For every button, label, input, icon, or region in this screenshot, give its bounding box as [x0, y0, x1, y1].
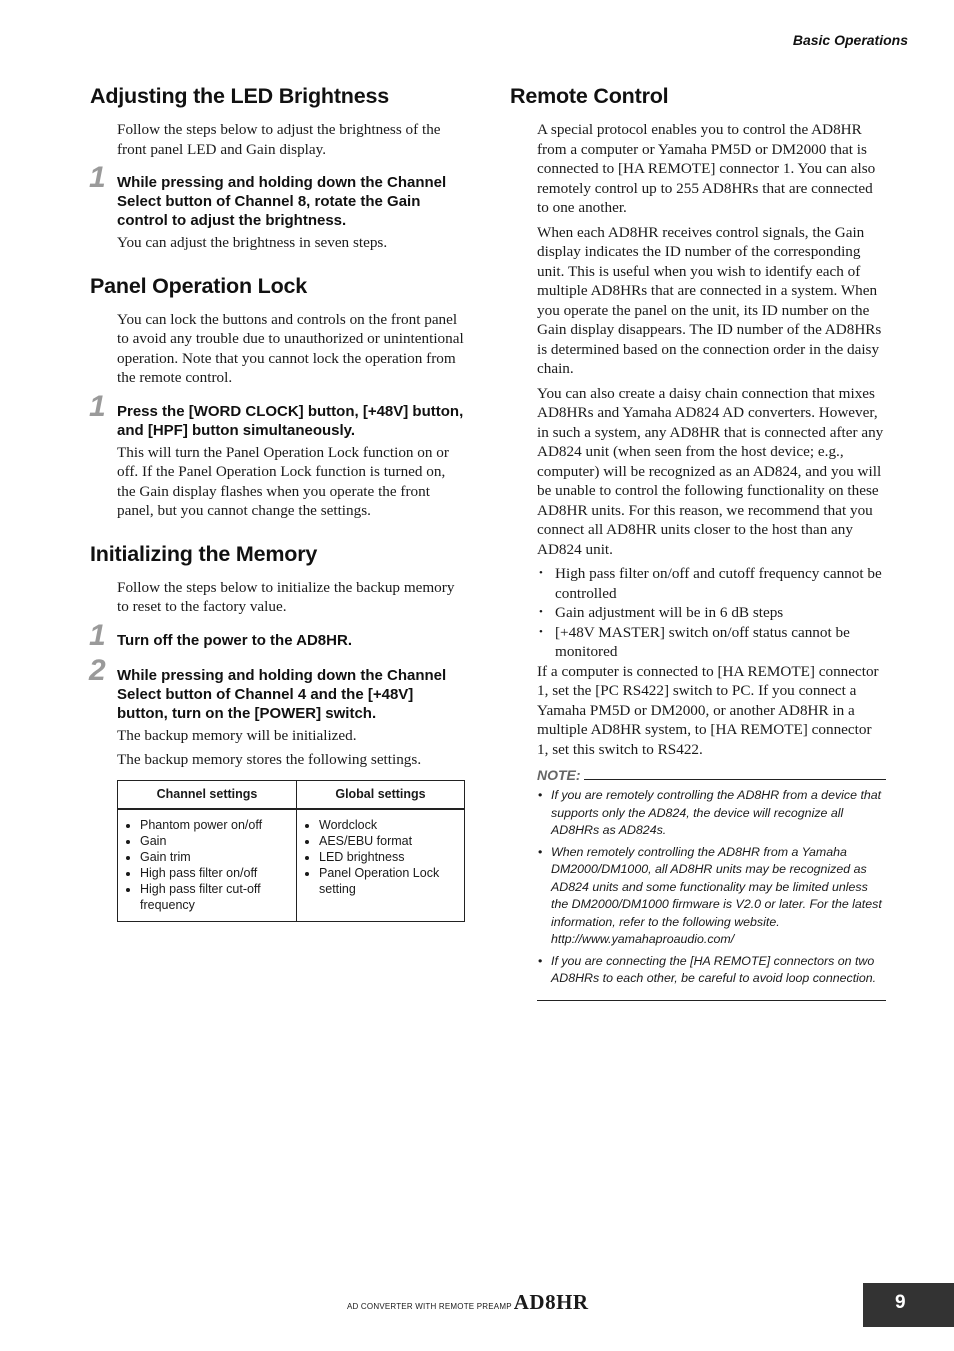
- led-section: [90, 84, 465, 253]
- note-rule: [584, 779, 886, 780]
- lock-body: [117, 310, 465, 388]
- remote-bullet-list: [537, 564, 886, 662]
- list-item: • AES/EBU format: [319, 833, 458, 849]
- remote-paragraph-1: A special protocol enables you to control the AD8HR from a computer or Yamaha PM5D or DM2000 that is connected to [HA REMOTE] connector 1. You can also remotely control up to 255 AD8HRs that are connected to one another.: [537, 121, 876, 216]
- remote-paragraph-3: You can also create a daisy chain connection that mixes AD8HRs and Yamaha AD824 AD converters. However, in such a system, any AD8HR that is connected after any AD824 unit (when seen from the host device; e.g., computer) will be recognized as an AD824, and you will be unable to control the following functionality on these AD8HR units. For this reason, we recommend that you connect all AD8HR units closer to the host than any AD824 unit.: [537, 384, 884, 558]
- led-body: [117, 120, 465, 159]
- left-column: [90, 84, 465, 922]
- remote-body: [537, 120, 886, 759]
- list-item: • Gain: [140, 833, 290, 849]
- product-model: AD8HR: [513, 1290, 589, 1314]
- note-item: • If you are remotely controlling the AD8HR from a device that supports only the AD824, the device will recognize all AD8HRs as AD824s.: [537, 787, 886, 840]
- memory-section: [90, 542, 465, 922]
- lock-heading: Panel Operation Lock: [90, 273, 308, 298]
- footer-product: [347, 1290, 589, 1315]
- list-item: • Phantom power on/off: [140, 817, 290, 833]
- lock-intro: You can lock the buttons and controls on the front panel to avoid any trouble due to unauthorized or unintentional operation. Note that you cannot lock the operation from the remote control.: [117, 310, 464, 386]
- remote-paragraph-4: If a computer is connected to [HA REMOTE] connector 1, set the [PC RS422] switch to PC. If you connect a Yamaha PM5D or DM2000, or another AD8HR in a multiple AD8HR system, to [HA REMOTE] connector 1, set this switch to RS422.: [537, 662, 879, 758]
- step-description-2: The backup memory stores the following settings.: [117, 751, 422, 768]
- list-item: • Gain adjustment will be in 6 dB steps: [537, 603, 886, 623]
- list-item: • Gain trim: [140, 849, 290, 865]
- step-instruction: Press the [WORD CLOCK] button, [+48V] button, and [HPF] button simultaneously.: [117, 402, 464, 439]
- step-instruction: Turn off the power to the AD8HR.: [117, 631, 352, 649]
- memory-step-1: [89, 618, 465, 652]
- memory-body: [117, 578, 465, 617]
- table-header-channel: Channel settings: [118, 780, 297, 809]
- remote-paragraph-2: When each AD8HR receives control signals, the Gain display indicates the ID number of the corresponding unit. This is useful when you wish to identify each of multiple AD8HRs that are connected in a system. When you operate the panel on the unit, its ID number on the Gain display disappears. The ID number of the AD8HRs is determined based on the connection order in the daisy chain.: [537, 223, 882, 377]
- step-instruction: While pressing and holding down the Channel Select button of Channel 8, rotate the Gain control to adjust the brightness.: [117, 174, 447, 229]
- step-number: 1: [89, 389, 106, 423]
- step-description: This will turn the Panel Operation Lock function on or off. If the Panel Operation Lock function is turned on, the Gain display flashes when you operate the front panel, but you cannot change the settings.: [117, 443, 449, 519]
- channel-settings-list: [124, 817, 290, 913]
- memory-intro: Follow the steps below to initialize the backup memory to reset to the factory value.: [117, 578, 455, 615]
- lock-step-1: [89, 389, 465, 521]
- note-item: • If you are connecting the [HA REMOTE] connectors on two AD8HRs to each other, be careful to avoid loop connection.: [537, 953, 886, 988]
- list-item: • Wordclock: [319, 817, 458, 833]
- list-item: • High pass filter on/off and cutoff frequency cannot be controlled: [537, 564, 886, 603]
- list-item: • High pass filter cut-off frequency: [140, 881, 290, 913]
- page-number: 9: [895, 1292, 906, 1313]
- led-intro: Follow the steps below to adjust the brightness of the front panel LED and Gain display.: [117, 121, 441, 158]
- table-row: [118, 809, 465, 922]
- note-label: NOTE:: [537, 767, 581, 783]
- global-settings-list: [303, 817, 458, 897]
- list-item: • Panel Operation Lock setting: [319, 865, 458, 897]
- led-heading: Adjusting the LED Brightness: [90, 84, 389, 108]
- step-instruction: While pressing and holding down the Channel Select button of Channel 4 and the [+48V] button, turn on the [POWER] switch.: [117, 666, 447, 722]
- running-header: Basic Operations: [792, 32, 908, 48]
- step-description: You can adjust the brightness in seven steps.: [117, 234, 388, 251]
- led-step-1: [89, 161, 465, 253]
- note-item: • When remotely controlling the AD8HR from a Yamaha DM2000/DM1000, all AD8HR units may be recognized as AD824 units and some functionality may be limited unless the DM2000/DM1000 firmware is V2.0 or later. For the latest information, refer to the following website. http://www.yamahaproaudio.com/: [537, 844, 886, 949]
- remote-heading: Remote Control: [510, 84, 669, 108]
- list-item: • [+48V MASTER] switch on/off status cannot be monitored: [537, 623, 886, 662]
- right-column: [510, 84, 886, 1001]
- step-description: The backup memory will be initialized.: [117, 726, 357, 744]
- table-header-global: Global settings: [297, 780, 465, 809]
- lock-section: [90, 274, 465, 521]
- table-header-row: [118, 780, 465, 809]
- note-list: [537, 787, 886, 1001]
- step-number: 1: [89, 161, 106, 194]
- channel-settings-cell: [118, 809, 297, 922]
- list-item: • High pass filter on/off: [140, 865, 290, 881]
- memory-heading: Initializing the Memory: [90, 541, 318, 566]
- step-number: 2: [89, 653, 106, 687]
- product-line: AD CONVERTER WITH REMOTE PREAMP: [347, 1302, 512, 1311]
- step-number: 1: [89, 618, 106, 652]
- page-number-box: [863, 1283, 954, 1327]
- list-item: • LED brightness: [319, 849, 458, 865]
- global-settings-cell: [297, 809, 465, 922]
- memory-step-2: [89, 653, 465, 770]
- note-header: [537, 767, 886, 783]
- settings-table: [117, 780, 465, 922]
